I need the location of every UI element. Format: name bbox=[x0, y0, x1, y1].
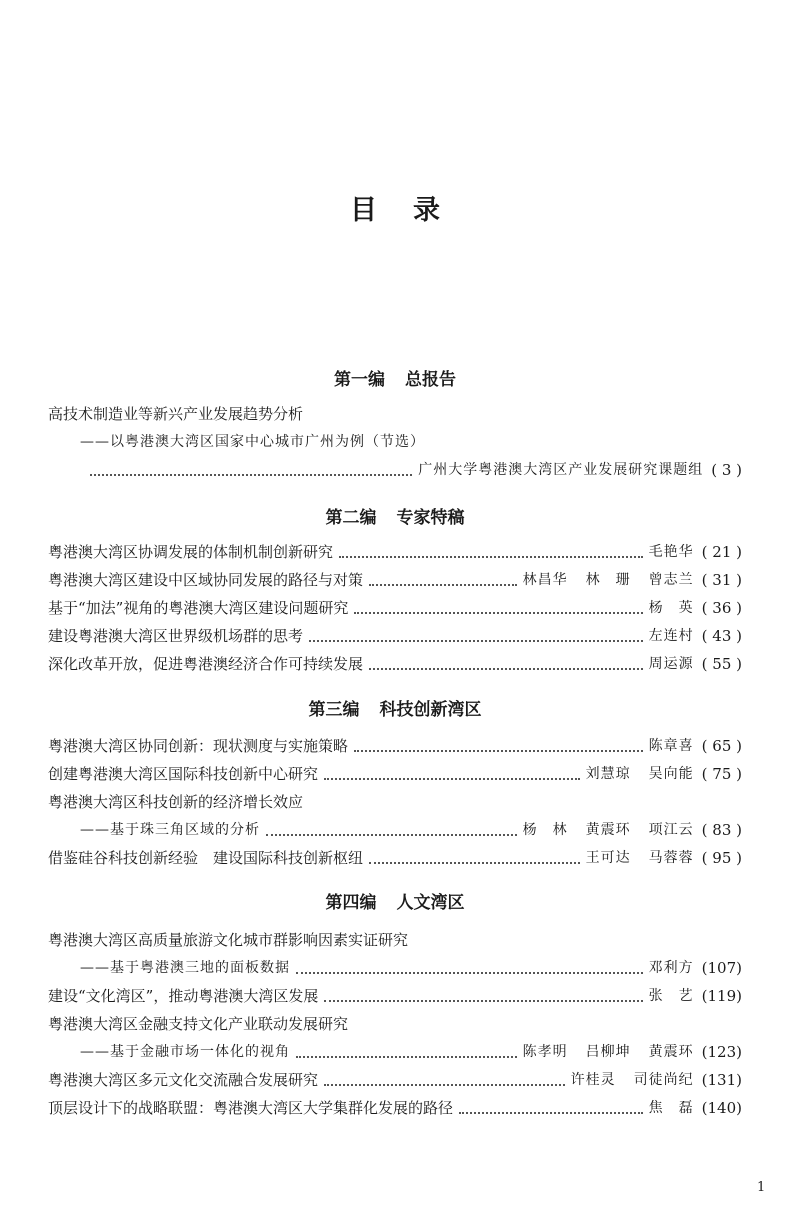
leader-dots bbox=[90, 464, 412, 476]
section-heading-2: 第二编 专家特稿 bbox=[325, 508, 465, 528]
toc-entry[interactable]: 粤港澳大湾区协调发展的体制机制创新研究 毛艳华 ( 21 ) bbox=[48, 543, 742, 561]
toc-entry[interactable]: 粤港澳大湾区多元文化交流融合发展研究 许桂灵 司徒尚纪 (131) bbox=[48, 1071, 742, 1089]
toc-entry-subtitle[interactable]: ——基于粤港澳三地的面板数据 邓利方 (107) bbox=[80, 959, 742, 977]
leader-dots bbox=[296, 1046, 517, 1058]
leader-dots bbox=[324, 768, 580, 780]
leader-dots bbox=[459, 1102, 643, 1114]
toc-entry-subtitle[interactable]: ——基于金融市场一体化的视角 陈孝明 吕柳坤 黄震环 (123) bbox=[80, 1043, 742, 1061]
toc-entry-author-line[interactable]: 广州大学粤港澳大湾区产业发展研究课题组 ( 3 ) bbox=[90, 458, 742, 482]
toc-entry-subtitle[interactable]: ——基于珠三角区域的分析 杨 林 黄震环 项江云 ( 83 ) bbox=[80, 821, 742, 839]
toc-entry-title[interactable]: 粤港澳大湾区高质量旅游文化城市群影响因素实证研究 bbox=[48, 931, 409, 949]
leader-dots bbox=[296, 962, 643, 974]
toc-entry[interactable]: 创建粤港澳大湾区国际科技创新中心研究 刘慧琼 吴向能 ( 75 ) bbox=[48, 765, 742, 783]
toc-entry-title[interactable]: 粤港澳大湾区科技创新的经济增长效应 bbox=[48, 793, 304, 811]
toc-entry-title[interactable]: 粤港澳大湾区金融支持文化产业联动发展研究 bbox=[48, 1015, 349, 1033]
toc-entry[interactable]: 深化改革开放，促进粤港澳经济合作可持续发展 周运源 ( 55 ) bbox=[48, 655, 742, 673]
section-heading-1: 第一编 总报告 bbox=[334, 370, 456, 390]
page-title: 目 录 bbox=[350, 195, 440, 226]
toc-entry-subtitle: ——以粤港澳大湾区国家中心城市广州为例（节选） bbox=[80, 434, 425, 450]
page-number: 1 bbox=[757, 1180, 766, 1195]
toc-entry[interactable]: 建设“文化湾区”，推动粤港澳大湾区发展 张 艺 (119) bbox=[48, 987, 742, 1005]
leader-dots bbox=[369, 852, 580, 864]
toc-entry[interactable]: 基于“加法”视角的粤港澳大湾区建设问题研究 杨 英 ( 36 ) bbox=[48, 599, 742, 617]
leader-dots bbox=[324, 1074, 565, 1086]
leader-dots bbox=[354, 602, 642, 614]
leader-dots bbox=[369, 658, 643, 670]
section-heading-3: 第三编 科技创新湾区 bbox=[308, 700, 482, 720]
toc-entry[interactable]: 建设粤港澳大湾区世界级机场群的思考 左连村 ( 43 ) bbox=[48, 627, 742, 645]
leader-dots bbox=[324, 990, 642, 1002]
section-heading-4: 第四编 人文湾区 bbox=[325, 893, 465, 913]
leader-dots bbox=[266, 824, 517, 836]
toc-entry[interactable]: 粤港澳大湾区协同创新：现状测度与实施策略 陈章喜 ( 65 ) bbox=[48, 737, 742, 755]
leader-dots bbox=[339, 546, 643, 558]
leader-dots bbox=[369, 574, 517, 586]
toc-entry-title[interactable]: 高技术制造业等新兴产业发展趋势分析 bbox=[48, 405, 304, 423]
toc-entry[interactable]: 粤港澳大湾区建设中区域协同发展的路径与对策 林昌华 林 珊 曾志兰 ( 31 ) bbox=[48, 571, 742, 589]
toc-entry[interactable]: 借鉴硅谷科技创新经验 建设国际科技创新枢纽 王可达 马蓉蓉 ( 95 ) bbox=[48, 849, 742, 867]
leader-dots bbox=[309, 630, 643, 642]
toc-entry[interactable]: 顶层设计下的战略联盟：粤港澳大湾区大学集群化发展的路径 焦 磊 (140) bbox=[48, 1099, 742, 1117]
leader-dots bbox=[354, 740, 643, 752]
